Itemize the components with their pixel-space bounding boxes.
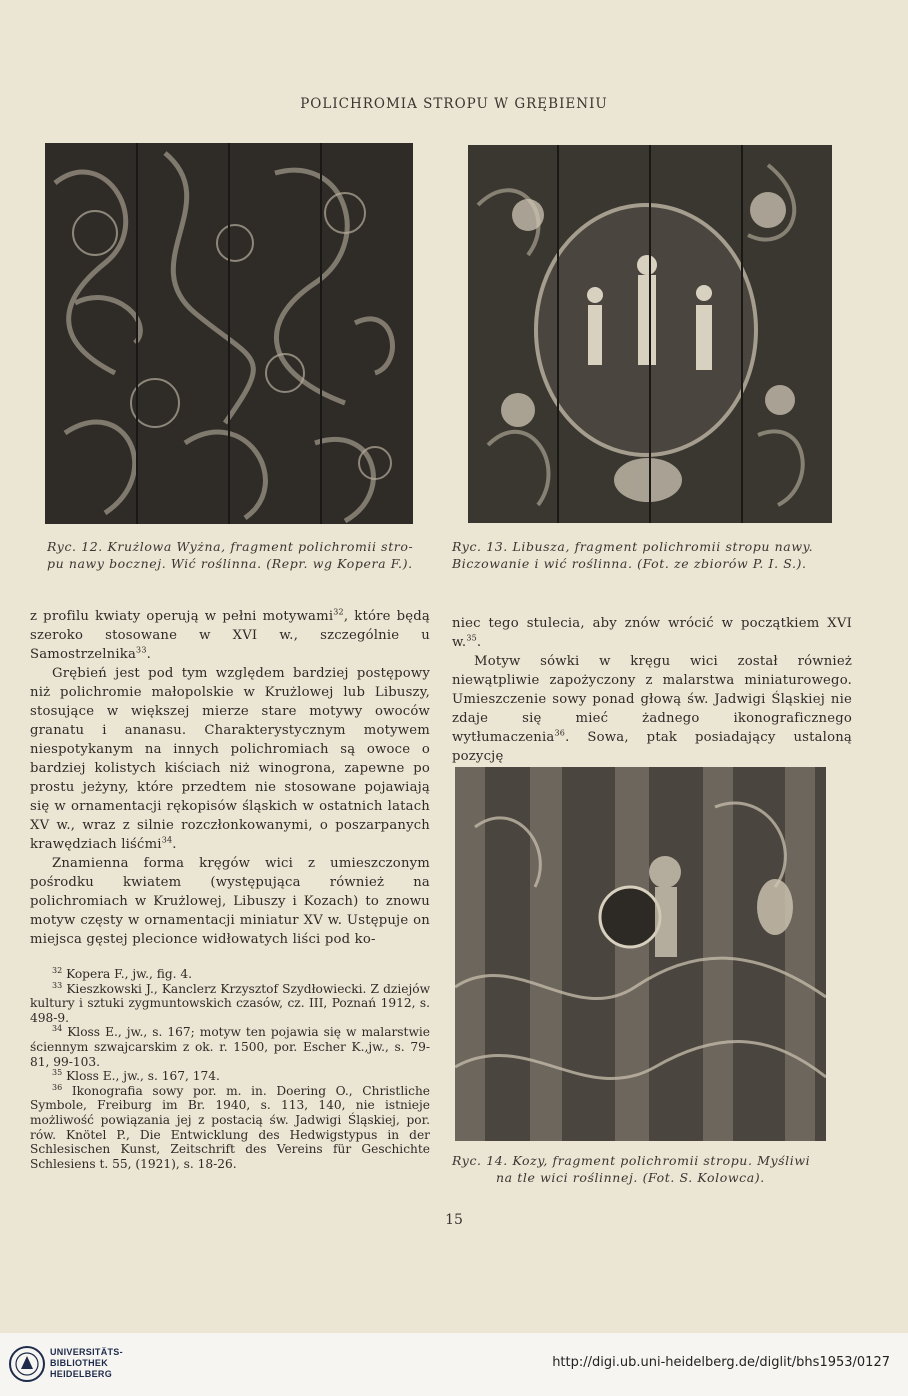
- body-text-left-column: [30, 607, 430, 949]
- paragraph: Grębień jest pod tym względem bardziej postępowy niż polichromie małopolskie w Krużlowej lub Libuszy, stosujące w większej mierze stare motywy owoców granatu i ananasu. Charakterystycznym motywem niespotykanym na innych polichromiach są owoce o bardziej kolistych kiściach niż winogrona, zapewne po prostu jeżyny, które przedtem nie stosowane pojawiają się w ornamentacji rękopisów śląskich w ostatnich latach XV w., wraz z silnie rozczłonkowanymi, o poszarpanych krawędziach liśćmi$^{34}$.: [30, 666, 430, 852]
- paragraph: Motyw sówki w kręgu wici został również niewątpliwie zapożyczony z malarstwa miniaturowego. Umieszczenie sowy ponad głową św. Jadwigi Śląskiej nie zdaje się mieć żadnego ikonograficznego wytłumaczenia$^{36}$. Sowa, ptak posiadający ustaloną pozycję: [452, 654, 852, 764]
- figure-12-caption-line2: pu nawy bocznej. Wić roślinna. (Repr. wg Kopera F.).: [47, 556, 413, 571]
- figure-13-caption: [452, 538, 852, 572]
- footnotes: [30, 967, 430, 1171]
- library-name: UNIVERSITÄTS- BIBLIOTHEK HEIDELBERG: [50, 1347, 123, 1379]
- figure-13-photo: [468, 145, 832, 523]
- footnote: $^{33}$ Kieszkowski J., Kanclerz Krzysztof Szydłowiecki. Z dziejów kultury i sztuki zygmuntowskich czasów, cz. III, Poznań 1912, s. 498-9.: [30, 980, 430, 1025]
- figure-13-caption-line2: Biczowanie i wić roślinna. (Fot. ze zbiorów P. I. S.).: [452, 556, 807, 571]
- heidelberg-seal-icon: [8, 1345, 46, 1383]
- footnote: $^{35}$ Kloss E., jw., s. 167, 174.: [52, 1068, 220, 1084]
- paragraph: niec tego stulecia, aby znów wrócić w początkiem XVI w.$^{35}$.: [452, 616, 852, 650]
- footer-bar: [0, 1333, 908, 1396]
- figure-14-caption-line2: na tle wici roślinnej. (Fot. S. Kolowca).: [496, 1170, 765, 1185]
- footnote: $^{36}$ Ikonografia sowy por. m. in. Doering O., Christliche Symbole, Freiburg im Br. 1940, s. 113, 140, nie istnieje możliwość powiązania jej z postacią św. Jadwigi Śląskiej, por. rów. Knötel P., Die Entwicklung des Hedwigstypus in der Schlesischen Kunst, Zeitschrift des Vereins für Geschichte Schlesiens t. 55, (1921), s. 18-26.: [30, 1082, 431, 1171]
- figure-14-caption: [452, 1152, 862, 1186]
- figure-12-caption: [47, 538, 427, 572]
- page-number: 15: [445, 1212, 463, 1228]
- paragraph: z profilu kwiaty operują w pełni motywami$^{32}$, które będą szeroko stosowane w XVI w., szczególnie u Samostrzelnika$^{33}$.: [30, 607, 430, 662]
- figure-14-caption-line1: Ryc. 14. Kozy, fragment polichromii stropu. Myśliwi: [452, 1153, 811, 1168]
- source-url-link[interactable]: http://digi.ub.uni-heidelberg.de/diglit/bhs1953/0127: [552, 1355, 890, 1370]
- figure-13-caption-line1: Ryc. 13. Libusza, fragment polichromii stropu nawy.: [452, 539, 814, 554]
- figure-14-photo: [455, 767, 826, 1141]
- running-head: POLICHROMIA STROPU W GRĘBIENIU: [300, 96, 608, 112]
- body-text-right-column: [452, 614, 852, 766]
- paragraph: Znamienna forma kręgów wici z umieszczonym pośrodku kwiatem (występująca również na polichromiach w Krużlowej, Libuszy i Kozach) to znowu motyw częsty w ornamentacji miniatur XV w. Ustępuje on miejsca gęstej plecionce widłowatych liści pod ko-: [30, 856, 430, 947]
- figure-12-photo: [45, 143, 413, 524]
- footnote: $^{34}$ Kloss E., jw., s. 167; motyw ten pojawia się w malarstwie ściennym szwajcarskim z ok. r. 1500, por. Escher K.,jw., s. 79-81, 99-103.: [30, 1024, 430, 1069]
- figure-12-caption-line1: Ryc. 12. Krużlowa Wyżna, fragment polichromii stro-: [47, 539, 414, 554]
- footnote: $^{32}$ Kopera F., jw., fig. 4.: [52, 965, 193, 981]
